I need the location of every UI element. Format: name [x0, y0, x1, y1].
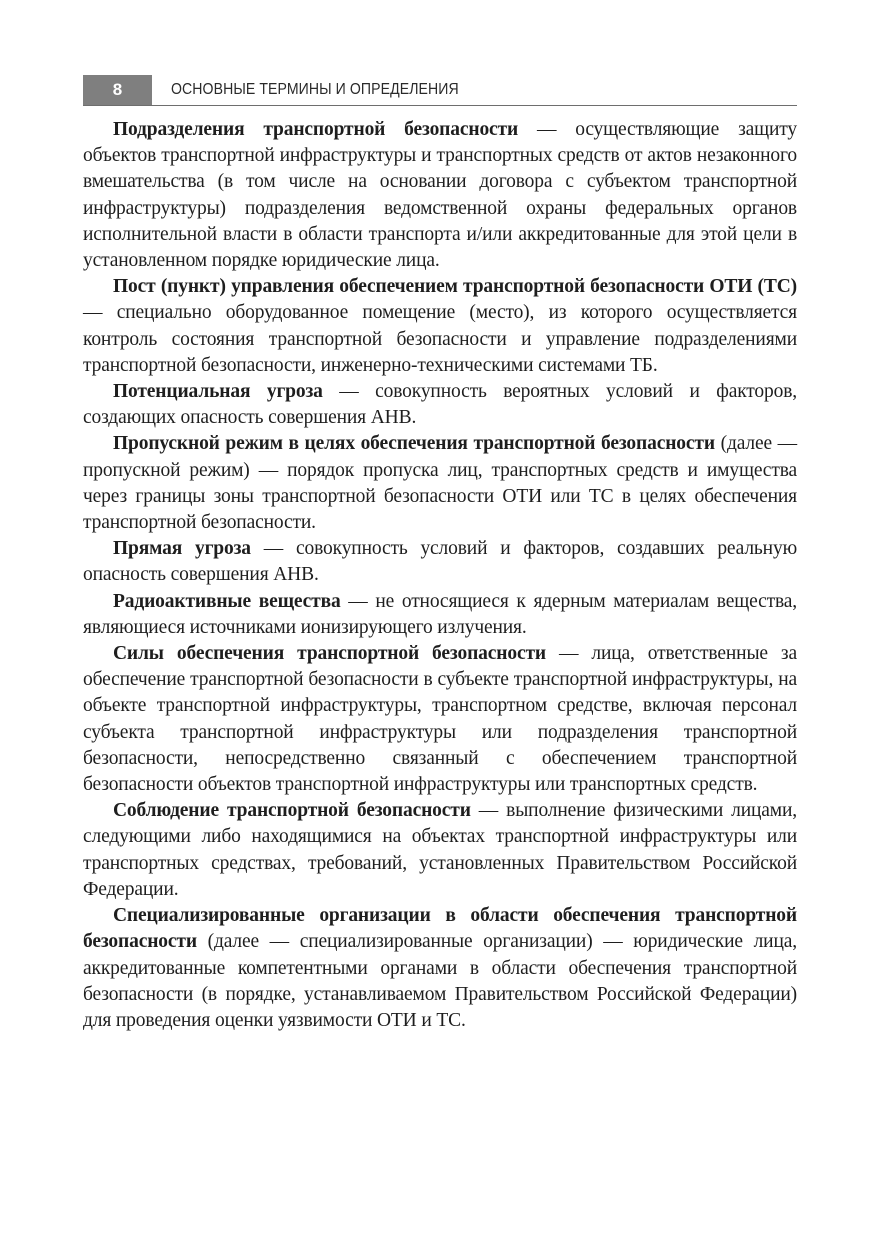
definition-term: Прямая угроза — [113, 538, 251, 560]
page-header — [83, 75, 797, 106]
definition-text: — не относящиеся к ядерным материалам вещества, являющиеся источниками ионизирующего излучения. — [83, 590, 797, 638]
definition-direct-threat — [83, 536, 797, 588]
definition-text: — специально оборудованное помещение (место), из которого осуществляется контроль состояния транспортной безопасности и управление подразделениями транспортной безопасности, инженерно-техническими системами ТБ. — [83, 302, 797, 376]
definition-security-units — [83, 117, 797, 274]
definition-term: Силы обеспечения транспортной безопасности — [113, 643, 546, 665]
definition-term: Радиоактивные вещества — [113, 590, 341, 612]
definition-security-forces — [83, 641, 797, 798]
definition-text: — совокупность условий и факторов, создавших реальную опасность совершения АНВ. — [83, 538, 797, 586]
definition-security-compliance — [83, 798, 797, 903]
page-number: 8 — [83, 75, 152, 105]
definition-potential-threat — [83, 379, 797, 431]
definition-specialized-organizations — [83, 903, 797, 1034]
definition-text: — осуществляющие защиту объектов транспортной инфраструктуры и транспортных средств от актов незаконного вмешательства (в том числе на основании договора с субъектом транспортной инфраструктуры) подразделения ведомственной охраны федеральных органов исполнительной власти в области транспорта и/или аккредитованные для этой цели в установленном порядке юридические лица. — [83, 119, 797, 272]
definitions-list — [83, 117, 797, 1034]
definition-text: — лица, ответственные за обеспечение транспортной безопасности в субъекте транспортной инфраструктуры, на объекте транспортной инфраструктуры, транспортном средстве, включая персонал субъекта транспортной инфраструктуры или подразделения транспортной безопасности, непосредственно связанный с обеспечением транспортной безопасности объектов транспортной инфраструктуры или транспортных средств. — [83, 643, 797, 796]
definition-term: Пропускной режим в целях обеспечения транспортной безопасности — [113, 433, 715, 455]
definition-access-regime — [83, 431, 797, 536]
definition-text: — выполнение физическими лицами, следующими либо находящимися на объектах транспортной инфраструктуры или транспортных средствах, требований, установленных Правительством Российской Федерации. — [83, 800, 797, 900]
definition-term: Подразделения транспортной безопасности — [113, 119, 519, 140]
definition-control-post — [83, 274, 797, 379]
definition-radioactive-substances — [83, 589, 797, 641]
definition-text: (далее — специализированные организации) — юридические лица, аккредитованные компетентными органами в области обеспечения транспортной безопасности (в порядке, устанавливаемом Правительством Российской Федерации) для проведения оценки уязвимости ОТИ и ТС. — [83, 931, 797, 1031]
definition-term: Специализированные организации в области обеспечения транспортной безопасности — [83, 905, 797, 953]
definition-term: Потенциальная угроза — [113, 381, 323, 403]
running-title: ОСНОВНЫЕ ТЕРМИНЫ И ОПРЕДЕЛЕНИЯ — [171, 81, 459, 98]
definition-term: Пост (пункт) управления обеспечением транспортной безопасности ОТИ (ТС) — [113, 276, 797, 298]
definition-text: — совокупность вероятных условий и факторов, создающих опасность совершения АНВ. — [83, 381, 797, 429]
definition-text: (далее — пропускной режим) — порядок пропуска лиц, транспортных средств и имущества через границы зоны транспортной безопасности ОТИ или ТС в целях обеспечения транспортной безопасности. — [83, 433, 797, 534]
definition-term: Соблюдение транспортной безопасности — [113, 800, 471, 822]
